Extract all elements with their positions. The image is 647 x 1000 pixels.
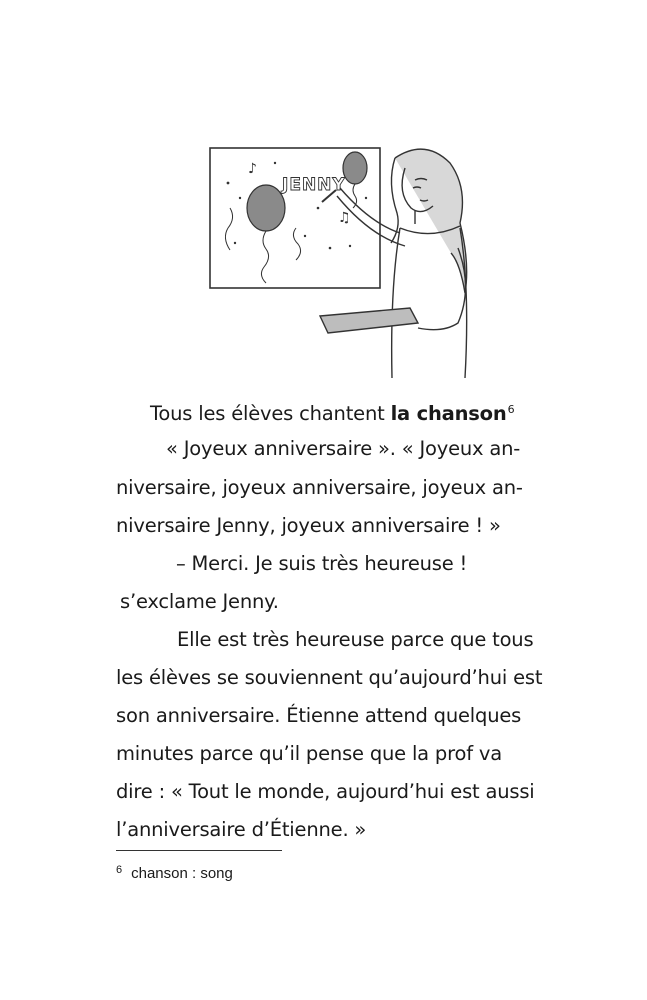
paragraph-line: niversaire, joyeux anniversaire, joyeux an- — [116, 476, 523, 499]
paragraph-line — [150, 398, 514, 426]
footnote-number: 6 — [116, 864, 123, 876]
dialogue-line: – Merci. Je suis très heureuse ! — [176, 552, 468, 575]
vocabulary-term: la chanson — [390, 402, 507, 425]
music-note-icon: ♪ — [248, 161, 257, 177]
text-segment: Tous les élèves chantent — [150, 402, 391, 425]
board-text: JENNY — [282, 175, 346, 195]
paragraph-line: minutes parce qu’il pense que la prof va — [116, 742, 502, 765]
footnote-marker: 6 — [507, 403, 515, 416]
paragraph-line: son anniversaire. Étienne attend quelques — [116, 704, 522, 727]
footnote-text: chanson : song — [131, 865, 233, 882]
paragraph-line: Elle est très heureuse parce que tous — [177, 628, 534, 651]
music-note-icon: ♫ — [338, 210, 351, 226]
paragraph-line: niversaire Jenny, joyeux anniversaire ! » — [116, 514, 501, 537]
paragraph-line: dire : « Tout le monde, aujourd’hui est aussi — [116, 780, 535, 803]
paragraph-line: les élèves se souviennent qu’aujourd’hui est — [116, 666, 543, 689]
illustration-teacher-board — [200, 128, 490, 388]
footnote-divider — [116, 850, 282, 851]
paragraph-line: s’exclame Jenny. — [120, 590, 279, 613]
paragraph-line: l’anniversaire d’Étienne. » — [116, 818, 367, 841]
footnote — [116, 864, 233, 882]
paragraph-line: « Joyeux anniversaire ». « Joyeux an- — [166, 437, 521, 460]
